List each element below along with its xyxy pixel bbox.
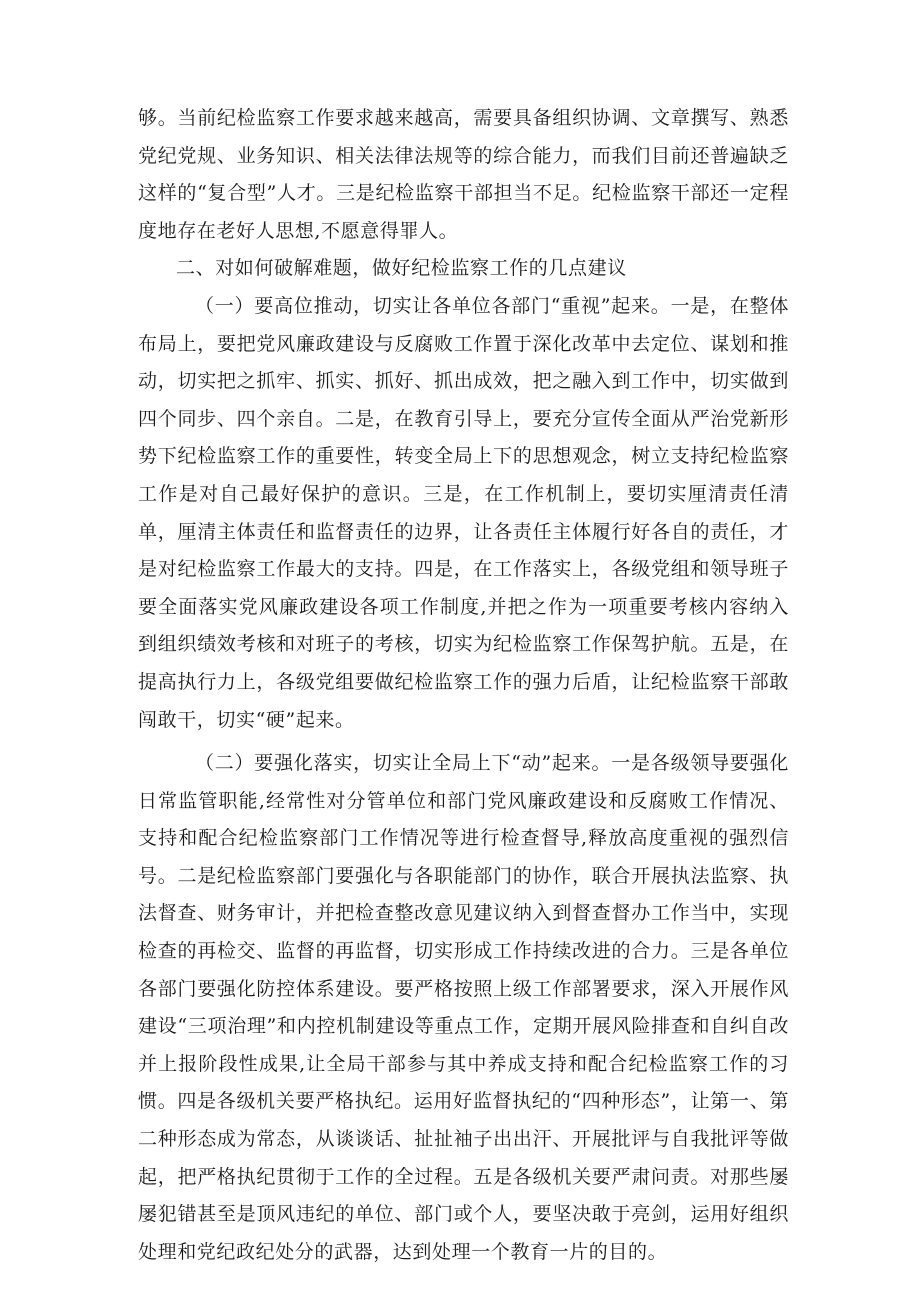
paragraph-suggestion-2: （二）要强化落实，切实让全局上下“动”起来。一是各级领导要强化日常监管职能,经常性对分管单位和部门党风廉政建设和反腐败工作情况、支持和配合纪检监察部门工作情况等进行检查督导,释放高度重视的强烈信号。二是纪检监察部门要强化与各职能部门的协作，联合开展执法监察、执法督查、财务审计，并把检查整改意见建议纳入到督查督办工作当中，实现检查的再检交、监督的再监督，切实形成工作持续改进的合力。三是各单位各部门要强化防控体系建设。要严格按照上级工作部署要求，深入开展作风建设“三项治理”和内控机制建设等重点工作，定期开展风险排查和自纠自改并上报阶段性成果,让全局干部参与其中养成支持和配合纪检监察工作的习惯。四是各级机关要严格执纪。运用好监督执纪的“四种形态”，让第一、第二种形态成为常态，从谈谈话、扯扯袖子出出汗、开展批评与自我批评等做起，把严格执纪贯彻于工作的全过程。五是各级机关要严肃问责。对那些屡屡犯错甚至是顶风违纪的单位、部门或个人，要坚决敢于亮剑，运用好组织处理和党纪政纪处分的武器，达到处理一个教育一片的目的。 — [138, 752, 789, 1263]
paragraph-suggestion-1: （一）要高位推动，切实让各单位各部门“重视”起来。一是，在整体布局上，要把党风廉政建设与反腐败工作置于深化改革中去定位、谋划和推动，切实把之抓牢、抓实、抓好、抓出成效，把之融入到工作中，切实做到四个同步、四个亲自。二是，在教育引导上，要充分宣传全面从严治党新形势下纪检监察工作的重要性，转变全局上下的思想观念，树立支持纪检监察工作是对自己最好保护的意识。三是，在工作机制上，要切实厘清责任清单，厘清主体责任和监督责任的边界，让各责任主体履行好各自的责任，才是对纪检监察工作最大的支持。四是，在工作落实上，各级党组和领导班子要全面落实党风廉政建设各项工作制度,并把之作为一项重要考核内容纳入到组织绩效考核和对班子的考核，切实为纪检监察工作保驾护航。五是，在提高执行力上，各级党组要做纪检监察工作的强力后盾，让纪检监察干部敢闯敢干，切实“硬”起来。 — [138, 294, 789, 731]
document-page — [138, 100, 789, 1271]
paragraph-continuation: 够。当前纪检监察工作要求越来越高，需要具备组织协调、文章撰写、熟悉党纪党规、业务知识、相关法律法规等的综合能力，而我们目前还普遍缺乏这样的“复合型”人才。三是纪检监察干部担当不足。纪检监察干部还一定程度地存在老好人思想,不愿意得罪人。 — [138, 107, 789, 242]
section-heading: 二、对如何破解难题，做好纪检监察工作的几点建议 — [176, 257, 627, 280]
